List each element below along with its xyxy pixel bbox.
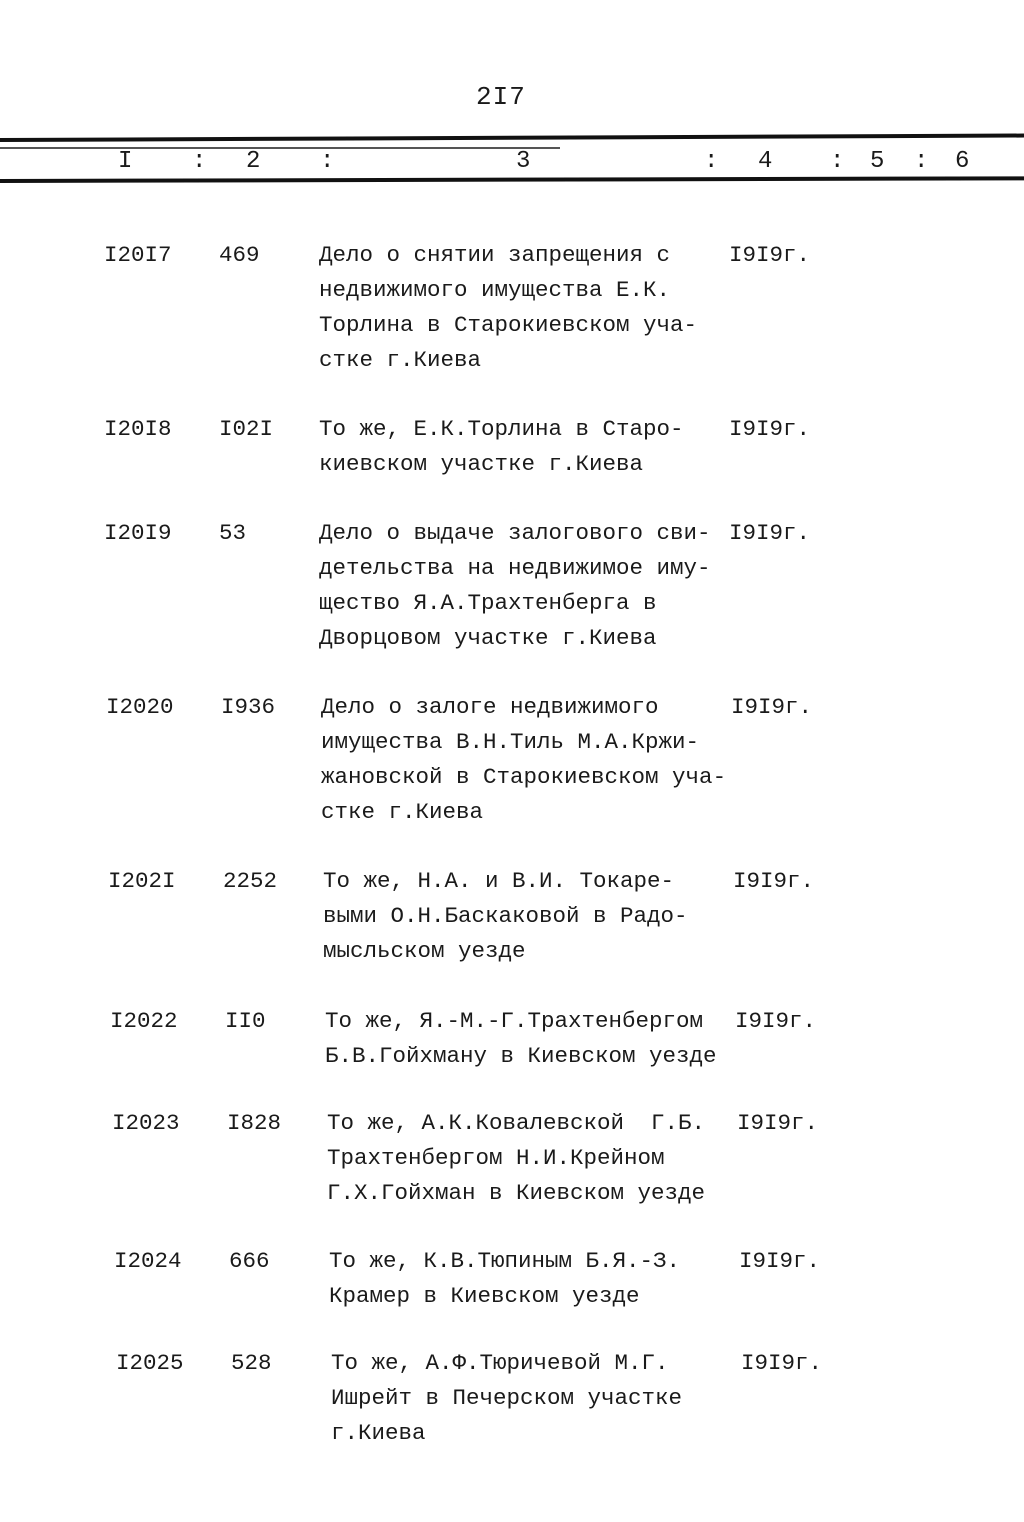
file-number: I02I: [219, 416, 274, 442]
entry-description-line: То же, А.К.Ковалевской Г.Б.: [327, 1110, 706, 1136]
entry-description-line: Дело о снятии запрещения с: [319, 242, 671, 268]
list-item: [110, 1004, 850, 1074]
column-header-2: 2: [246, 148, 261, 175]
file-number: 53: [219, 520, 247, 546]
header-rule-bottom: [0, 176, 1024, 183]
file-number: II0: [225, 1008, 266, 1034]
entry-description-line: Торлина в Старокиевском уча-: [319, 312, 698, 338]
column-separator: :: [704, 148, 719, 175]
entry-number: I202I: [108, 868, 176, 894]
entry-year: I9I9г.: [733, 868, 815, 894]
entry-year: I9I9г.: [731, 694, 813, 720]
column-header-3: 3: [516, 148, 531, 175]
entry-number: I2023: [112, 1110, 180, 1136]
entry-description-line: То же, Н.А. и В.И. Токаре-: [323, 868, 675, 894]
file-number: I828: [227, 1110, 282, 1136]
list-item: [108, 864, 848, 969]
column-header-1: I: [118, 148, 133, 175]
entry-description-line: Б.В.Гойхману в Киевском уезде: [325, 1043, 717, 1069]
column-header-5: 5: [870, 148, 885, 175]
page-number: 2I7: [476, 82, 526, 112]
entry-number: I2024: [114, 1248, 182, 1274]
entry-year: I9I9г.: [737, 1110, 819, 1136]
entry-year: I9I9г.: [735, 1008, 817, 1034]
column-separator: :: [192, 148, 207, 175]
entry-year: I9I9г.: [729, 242, 811, 268]
column-separator: :: [830, 148, 845, 175]
entry-number: I2020: [106, 694, 174, 720]
file-number: 469: [219, 242, 260, 268]
file-number: I936: [221, 694, 276, 720]
column-separator: :: [914, 148, 929, 175]
header-rule-top: [0, 134, 1024, 142]
entry-description-line: Крамер в Киевском уезде: [329, 1283, 640, 1309]
entry-description-line: г.Киева: [331, 1420, 426, 1446]
entry-description-line: Дело о выдаче залогового сви-: [319, 520, 711, 546]
list-item: [114, 1244, 854, 1314]
entry-description-line: стке г.Киева: [319, 347, 482, 373]
entry-description-line: выми О.Н.Баскаковой в Радо-: [323, 903, 688, 929]
list-item: [106, 690, 846, 830]
entry-year: I9I9г.: [729, 416, 811, 442]
column-header-4: 4: [758, 148, 773, 175]
entry-description-line: стке г.Киева: [321, 799, 484, 825]
entry-year: I9I9г.: [741, 1350, 823, 1376]
entry-description-line: жановской в Старокиевском уча-: [321, 764, 727, 790]
file-number: 2252: [223, 868, 278, 894]
entry-description-line: То же, Я.-М.-Г.Трахтенбергом: [325, 1008, 704, 1034]
entry-number: I20I7: [104, 242, 172, 268]
entry-description-line: Трахтенбергом Н.И.Крейном: [327, 1145, 665, 1171]
header-rule-top-thin: [0, 147, 560, 149]
entry-description-line: То же, А.Ф.Тюричевой М.Г.: [331, 1350, 669, 1376]
file-number: 528: [231, 1350, 272, 1376]
list-item: [104, 238, 844, 378]
entry-description-line: недвижимого имущества Е.К.: [319, 277, 671, 303]
entry-number: I2025: [116, 1350, 184, 1376]
entry-year: I9I9г.: [729, 520, 811, 546]
entry-description-line: имущества В.Н.Тиль М.А.Кржи-: [321, 729, 700, 755]
list-item: [104, 516, 844, 656]
entry-number: I20I9: [104, 520, 172, 546]
entry-description-line: мысльском уезде: [323, 938, 526, 964]
entry-description-line: То же, К.В.Тюпиным Б.Я.-З.: [329, 1248, 681, 1274]
file-number: 666: [229, 1248, 270, 1274]
entry-number: I2022: [110, 1008, 178, 1034]
entry-description-line: Г.Х.Гойхман в Киевском уезде: [327, 1180, 706, 1206]
list-item: [104, 412, 844, 482]
list-item: [112, 1106, 852, 1211]
entry-year: I9I9г.: [739, 1248, 821, 1274]
entry-description-line: Дело о залоге недвижимого: [321, 694, 659, 720]
entry-description-line: щество Я.А.Трахтенберга в: [319, 590, 657, 616]
column-header-6: 6: [955, 148, 970, 175]
column-separator: :: [320, 148, 335, 175]
entry-description-line: Дворцовом участке г.Киева: [319, 625, 657, 651]
entry-description-line: То же, Е.К.Торлина в Старо-: [319, 416, 684, 442]
list-item: [116, 1346, 856, 1451]
entry-description-line: Ишрейт в Печерском участке: [331, 1385, 683, 1411]
entry-description-line: детельства на недвижимое иму-: [319, 555, 711, 581]
entry-number: I20I8: [104, 416, 172, 442]
entry-description-line: киевском участке г.Киева: [319, 451, 644, 477]
